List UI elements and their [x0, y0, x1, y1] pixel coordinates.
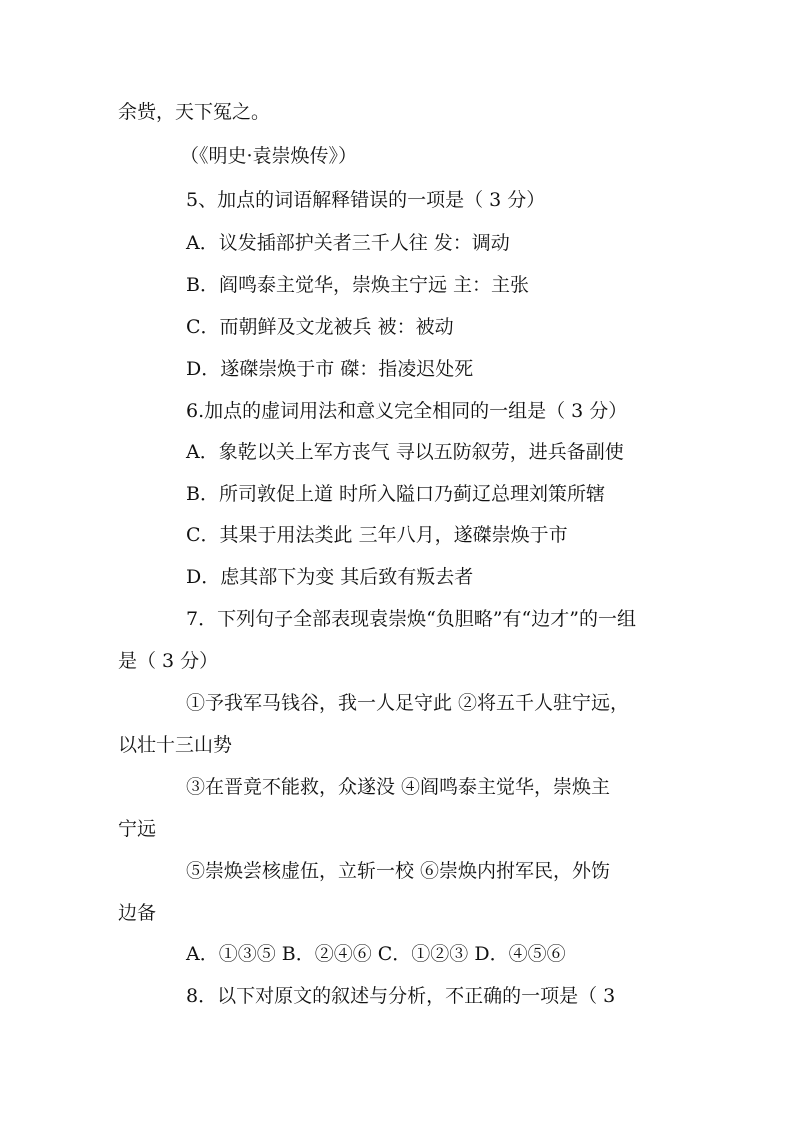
q7-items-1-2-cont: 以壮十三山势 — [118, 734, 233, 756]
q5-option-c: C．而朝鲜及文龙被兵 被：被动 — [186, 316, 454, 338]
q7-items-5-6: ⑤崇焕尝核虚伍，立斩一校 ⑥崇焕内拊军民，外饬 — [186, 860, 611, 882]
q6-option-b: B．所司敦促上道 时所入隘口乃蓟辽总理刘策所辖 — [186, 483, 606, 505]
text-line-1: 余赀，天下冤之。 — [118, 101, 271, 123]
question-5: 5、加点的词语解释错误的一项是（ 3 分） — [186, 189, 546, 211]
q6-option-c: C．其果于用法类此 三年八月，遂磔崇焕于市 — [186, 524, 568, 546]
source-citation: （《明史·袁崇焕传》） — [180, 145, 358, 167]
question-7: 7．下列句子全部表现袁崇焕“负胆略”有“边才”的一组 — [186, 608, 636, 630]
question-8: 8．以下对原文的叙述与分析，不正确的一项是（ 3 — [186, 985, 616, 1007]
q5-option-d: D．遂磔崇焕于市 磔：指凌迟处死 — [186, 358, 474, 380]
q7-items-5-6-cont: 边备 — [118, 902, 157, 924]
q7-answer-options: A．①③⑤ B．②④⑥ C．①②③ D．④⑤⑥ — [186, 943, 566, 965]
q6-option-a: A．象乾以关上军方丧气 寻以五防叙劳，进兵备副使 — [186, 441, 624, 463]
q6-option-d: D．虑其部下为变 其后致有叛去者 — [186, 566, 474, 588]
q7-items-1-2: ①予我军马钱谷，我一人足守此 ②将五千人驻宁远， — [186, 692, 630, 714]
q7-items-3-4-cont: 宁远 — [118, 818, 157, 840]
question-7-cont: 是（ 3 分） — [118, 650, 219, 672]
q7-items-3-4: ③在晋竟不能救，众遂没 ④阎鸣泰主觉华，崇焕主 — [186, 776, 611, 798]
q5-option-b: B．阎鸣泰主觉华，崇焕主宁远 主：主张 — [186, 274, 530, 296]
q5-option-a: A．议发插部护关者三千人往 发：调动 — [186, 232, 510, 254]
question-6: 6.加点的虚词用法和意义完全相同的一组是（ 3 分） — [186, 400, 628, 422]
